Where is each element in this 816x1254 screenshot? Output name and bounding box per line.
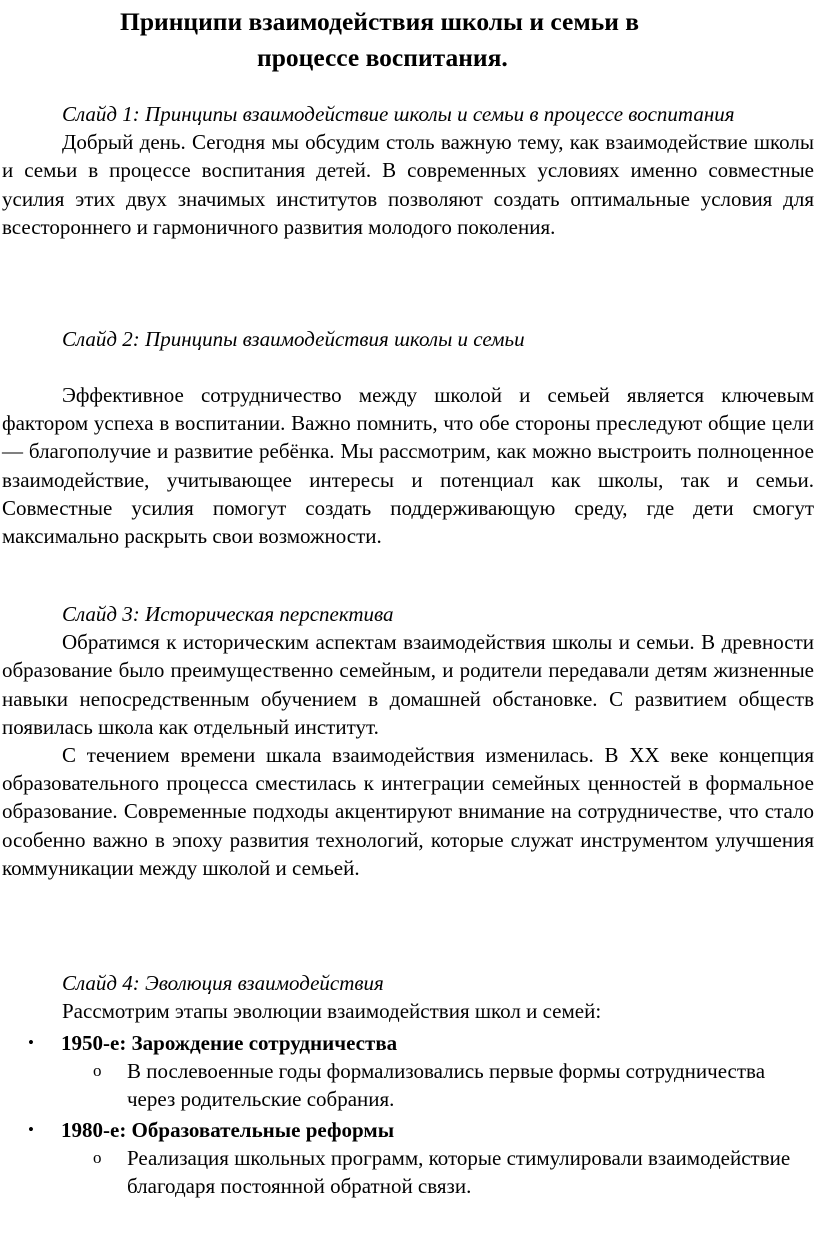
slide-2-body bbox=[2, 381, 814, 550]
list-item-label: 1950-е: Зарождение сотрудничества bbox=[61, 1031, 398, 1055]
list-item bbox=[0, 1029, 816, 1114]
slide-2-heading: Слайд 2: Принципы взаимодействия школы и семьи bbox=[62, 327, 525, 351]
slide-2-section bbox=[2, 325, 814, 353]
bullet-marker: • bbox=[28, 1033, 34, 1052]
document-title bbox=[0, 4, 816, 76]
slide-1-text: Добрый день. Сегодня мы обсудим столь важную тему, как взаимодействие школы и семьи в процессе воспитания детей. В современных условиях именно совместные усилия этих двух значимых институтов позволяют создать оптимальные условия для всестороннего и гармоничного развития молодого поколения. bbox=[2, 130, 814, 239]
evolution-list bbox=[0, 1029, 816, 1200]
title-line-2: процессе воспитания. bbox=[257, 43, 508, 72]
slide-3-heading: Слайд 3: Историческая перспектива bbox=[62, 602, 394, 626]
slide-4-section bbox=[2, 969, 814, 1025]
sub-list-item-text: Реализация школьных программ, которые стимулировали взаимодействие благодаря постоянной обратной связи. bbox=[127, 1145, 791, 1199]
slide-3-section bbox=[2, 600, 814, 882]
slide-3-text-2: С течением времени шкала взаимодействия изменилась. В XX веке концепция образовательного процесса сместилась к интеграции семейных ценностей в формальное образование. Современные подходы акцентируют внимание на сотрудничестве, что стало особенно важно в эпоху развития технологий, которые служат инструментом улучшения коммуникации между школой и семьей. bbox=[2, 743, 814, 880]
list-item-label: 1980-е: Образовательные реформы bbox=[61, 1117, 395, 1142]
slide-1-section bbox=[2, 100, 814, 241]
title-line-1: Принципи взаимодействия школы и семьи в bbox=[120, 7, 640, 36]
list-item bbox=[0, 1116, 816, 1201]
slide-1-heading: Слайд 1: Принципы взаимодействие школы и семьи в процессе воспитания bbox=[62, 102, 735, 126]
slide-4-heading: Слайд 4: Эволюция взаимодействия bbox=[62, 971, 384, 995]
bullet-marker: • bbox=[28, 1119, 34, 1139]
slide-2-text: Эффективное сотрудничество между школой и семьей является ключевым фактором успеха в воспитании. Важно помнить, что обе стороны преследуют общие цели — благополучие и развитие ребёнка. Мы рассмотрим, как можно выстроить полноценное взаимодействие, учитывающее интересы и потенциал как школы, так и семьи. Совместные усилия помогут создать поддерживающую среду, где дети смогут максимально раскрыть свои возможности. bbox=[2, 383, 814, 549]
slide-3-text-1: Обратимся к историческим аспектам взаимодействия школы и семьи. В древности образование было преимущественно семейным, и родители передавали детям жизненные навыки непосредственным обучением в домашней обстановке. С развитием обществ появилась школа как отдельный институт. bbox=[2, 630, 814, 739]
sub-list-item bbox=[0, 1144, 816, 1200]
sub-bullet-marker: o bbox=[93, 1061, 102, 1081]
sub-bullet-marker: o bbox=[93, 1147, 102, 1167]
sub-list-item-text: В послевоенные годы формализовались первые формы сотрудничества через родительские собрания. bbox=[127, 1059, 766, 1112]
slide-4-intro: Рассмотрим этапы эволюции взаимодействия школ и семей: bbox=[62, 999, 602, 1024]
sub-list-item bbox=[0, 1057, 816, 1113]
